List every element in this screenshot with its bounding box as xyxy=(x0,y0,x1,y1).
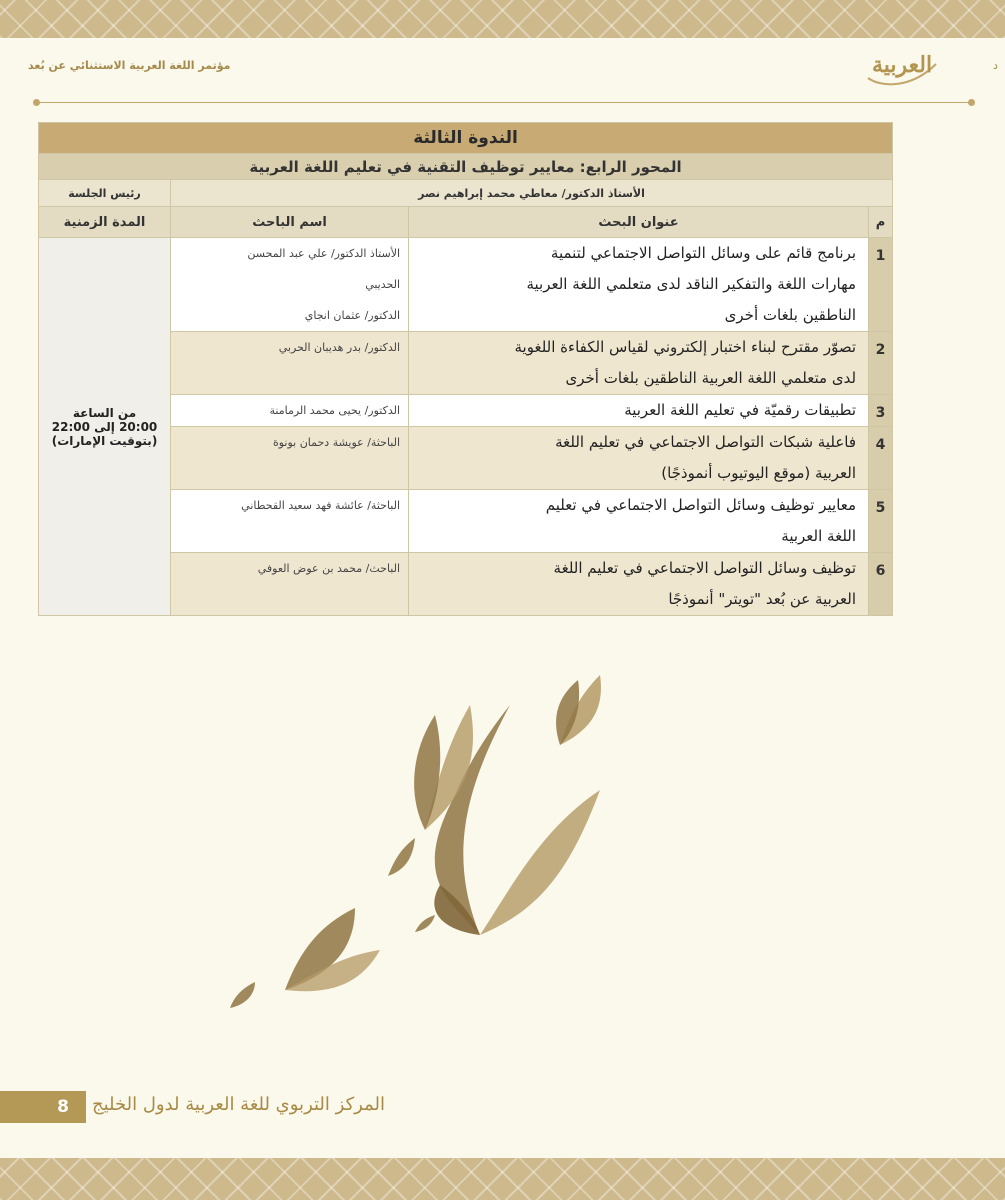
duration-line3: (بتوقيت الإمارات) xyxy=(51,433,158,448)
table-axis-row xyxy=(39,154,893,180)
butterfly-top-right-icon xyxy=(556,675,601,745)
header-edge-fragment: د xyxy=(993,59,998,72)
researcher-line: الدكتور/ بدر هديبان الحربي xyxy=(278,341,401,354)
research-title-line: الناطقين بلغات أخرى xyxy=(724,306,857,324)
researcher-line: الأستاذ الدكتور/ علي عبد المحسن xyxy=(247,247,401,260)
researcher-line: الدكتور/ يحيى محمد الرمامنة xyxy=(269,404,401,417)
research-title-cell xyxy=(409,332,869,395)
researcher-cell xyxy=(171,553,409,616)
header-divider xyxy=(36,102,972,103)
duration-line2: 20:00 إلى 22:00 xyxy=(51,419,158,434)
research-title-cell xyxy=(409,238,869,332)
table-title-row xyxy=(39,123,893,154)
research-title-cell xyxy=(409,553,869,616)
research-title-cell xyxy=(409,427,869,490)
logo xyxy=(862,44,942,90)
research-title-line: تصوّر مقترح لبناء اختبار إلكتروني لقياس الكفاءة اللغوية xyxy=(514,338,857,356)
research-title-line: اللغة العربية xyxy=(781,527,857,545)
chair-row xyxy=(39,180,893,207)
research-title-line: معايير توظيف وسائل التواصل الاجتماعي في تعليم xyxy=(545,496,857,514)
research-title-line: العربية (موقع اليوتيوب أنموذجًا) xyxy=(661,464,857,482)
divider-dot-right xyxy=(968,99,975,106)
research-title-line: برنامج قائم على وسائل التواصل الاجتماعي لتنمية xyxy=(550,244,857,262)
conference-title: مؤتمر اللغة العربية الاستثنائي عن بُعد xyxy=(28,59,231,72)
research-title-line: لدى متعلمي اللغة العربية الناطقين بلغات أخرى xyxy=(565,369,857,387)
table-row xyxy=(39,238,893,332)
row-number: 6 xyxy=(869,553,893,616)
page-number: 8 xyxy=(57,1097,69,1117)
top-pattern-band xyxy=(0,0,1005,38)
header-research-title: عنوان البحث xyxy=(409,207,869,238)
row-number: 3 xyxy=(869,395,893,427)
research-title-line: تطبيقات رقميّة في تعليم اللغة العربية xyxy=(624,401,857,419)
table-header-row xyxy=(39,207,893,238)
research-title-line: مهارات اللغة والتفكير الناقد لدى متعلمي اللغة العربية xyxy=(526,275,857,293)
chair-label: رئيس الجلسة xyxy=(39,180,171,207)
research-title-line: توظيف وسائل التواصل الاجتماعي في تعليم اللغة xyxy=(553,559,857,577)
row-number: 1 xyxy=(869,238,893,332)
axis-title: المحور الرابع: معايير توظيف التقنية في تعليم اللغة العربية xyxy=(39,154,893,180)
row-number: 5 xyxy=(869,490,893,553)
butterflies-decoration xyxy=(210,660,630,1020)
researcher-line: الباحث/ محمد بن عوض العوفي xyxy=(257,562,401,575)
researcher-cell xyxy=(171,238,409,332)
researcher-cell xyxy=(171,332,409,395)
researcher-cell xyxy=(171,395,409,427)
header-duration: المدة الزمنية xyxy=(39,207,171,238)
researcher-cell xyxy=(171,490,409,553)
chair-name: الأستاذ الدكتور/ معاطي محمد إبراهيم نصر xyxy=(171,180,893,207)
header-number: م xyxy=(869,207,893,238)
symposium-schedule-table xyxy=(38,122,893,616)
footer-organization-name: المركز التربوي للغة العربية لدول الخليج xyxy=(92,1094,385,1115)
row-number: 2 xyxy=(869,332,893,395)
butterfly-small-icon xyxy=(388,838,415,876)
researcher-line: الحديبي xyxy=(365,278,401,291)
divider-dot-left xyxy=(33,99,40,106)
session-duration-cell xyxy=(39,238,171,616)
butterfly-bottom-left-icon xyxy=(285,908,380,991)
header-researcher: اسم الباحث xyxy=(171,207,409,238)
symposium-title: الندوة الثالثة xyxy=(39,123,893,154)
bottom-pattern-band xyxy=(0,1158,1005,1200)
researcher-line: الدكتور/ عثمان انجاي xyxy=(304,309,401,322)
researcher-line: الباحثة/ عائشة فهد سعيد القحطاني xyxy=(241,499,401,512)
row-number: 4 xyxy=(869,427,893,490)
research-title-line: العربية عن بُعد "تويتر" أنموذجًا xyxy=(668,590,857,608)
researcher-cell xyxy=(171,427,409,490)
duration-line1: من الساعة xyxy=(72,405,137,420)
research-title-line: فاعلية شبكات التواصل الاجتماعي في تعليم اللغة xyxy=(555,433,857,451)
research-title-cell xyxy=(409,490,869,553)
research-title-cell xyxy=(409,395,869,427)
logo-text: العربية xyxy=(871,52,933,78)
researcher-line: الباحثة/ عويشة دحمان بونوة xyxy=(272,436,401,449)
